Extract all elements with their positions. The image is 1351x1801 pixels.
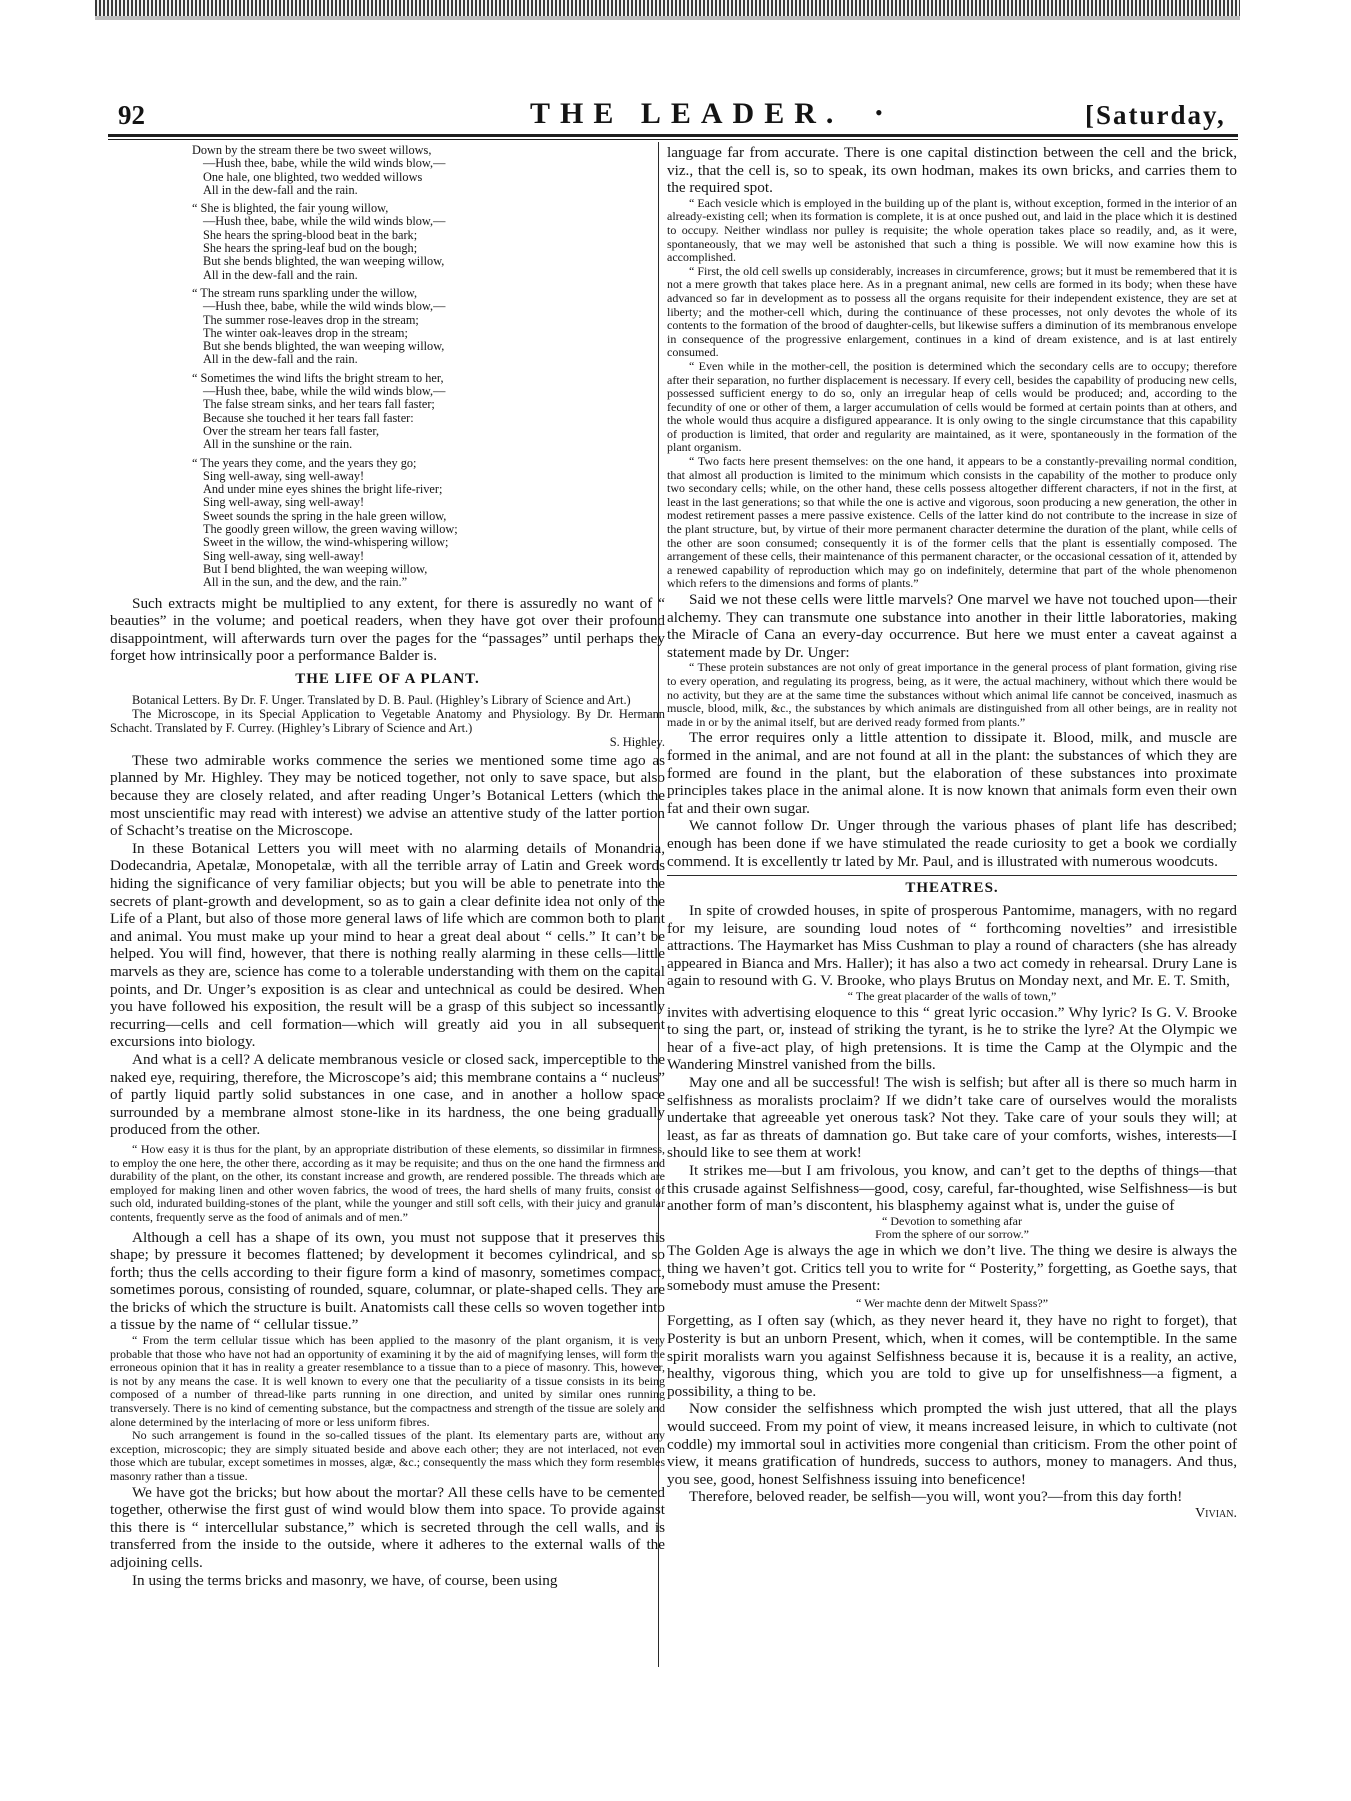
poem-line: One hale, one blighted, two wedded willows [203,169,423,184]
paragraph: May one and all be successful! The wish is selfish; but after all is there so much harm in selfishness as moralists proclaim? If we didn’t take care of ourselves would the moralists undertake that agreeable yet onerous task? Not they. Take care of your souls they will; at least, as far as threats of damnation go. But take care of your comforts, wishes, interests—I should like to see them at work! [667,1074,1237,1162]
header-rule [108,134,1238,137]
quotation: “ Two facts here present themselves: on the one hand, it appears to be a constantly-prevailing normal condition, that almost all production is limited to the minimum which consists in the capability of the mother to produce only two secondary cells; while, on the other hand, these cells possess altogether different characters, if not in the first, at least in the last generations; so that while the one is active and vigorous, soon producing a new generation, the other in modest retirement passes a mere passive existence. Cells of the latter kind do not contribute to the increase in size of the plant structure, but, by virtue of their more permanent character determine the duration of the plant, while cells of the other are soon consumed; consequently it is of the former cells that the plant is essentially composed. The arrangement of these cells, their maintenance of this permanent character, or the occasional cessation of it, attended by a renewed capability of reproduction which may go on indefinitely, determine that part of the whole phenomenon which refers to the dimensions and forms of plants.” [667,454,1237,591]
quotation: “ First, the old cell swells up considerably, increases in circumference, grows; but it must be remembered that it is not a mere growth that takes place here. As in a pregnant animal, new cells are formed in its body; when these have advanced so far in development as to possess all the organs requisite for their independent existence, they are set at liberty; and the mother-cell which, during the continuance of these processes, not only devotes the whole of its contents to the formation of the brood of daughter-cells, but likewise suffers a diminution of its membranous envelope in consequence of the progressive enlargement, continues in a kind of dream existence, and is at last entirely consumed. [667,263,1237,360]
quotation: “ Each vesicle which is employed in the building up of the plant is, without exception, formed in the interior of an already-existing cell; when its formation is complete, it is at once pushed out, and laid in the place which it is destined to occupy. Neither windlass nor pulley is requisite; the whole operation takes place so readily, and, as it were, spontaneously, that we may well be astonished that such a thing is possible. We will now examine how this is accomplished. [667,195,1237,265]
poem-line: All in the sunshine or the rain. [203,437,353,452]
header-rule-thin [108,139,1238,140]
poem-line: All in the dew-fall and the rain. [203,352,358,367]
poem-line: “ The stream runs sparkling under the willow, [192,285,418,300]
poem-line: All in the sun, and the dew, and the rain.” [203,575,408,590]
paragraph: Said we not these cells were little marvels? One marvel we have not touched upon—their alchemy. They can transmute one substance into another in their little laboratories, making the Miracle of Cana an every-day occurrence. But here we must enter a caveat against a statement made by Dr. Unger: [667,591,1237,661]
poem-line: But I bend blighted, the wan weeping willow, [203,561,428,576]
bibliography-entry: Botanical Letters. By Dr. F. Unger. Translated by D. B. Paul. (Highley’s Library of Science and Art.) [132,692,631,707]
poem-stanza [192,144,665,197]
poem-line: The goodly green willow, the green waving willow; [203,522,458,537]
poem-line: “ Sometimes the wind lifts the bright stream to her, [192,370,444,385]
poem-line: Sweet in the willow, the wind-whispering willow; [203,535,449,550]
poem-stanza [192,202,665,282]
poem-line: All in the dew-fall and the rain. [203,267,358,282]
paragraph: Although a cell has a shape of its own, you must not suppose that it preserves this shape; by pressure it becomes flattened; by development it becomes cylindrical, and so forth; thus the cells according to their figure form a kind of masonry, sometimes compact, sometimes porous, consisting of rounded, square, columnar, or plate-shaped cells. They are the bricks of which the structure is built. Anatomists call these cells so woven together into a tissue by the name of “ cellular tissue.” [110,1228,665,1334]
paragraph: These two admirable works commence the series we mentioned some time ago as planned by Mr. Highley. They may be noticed together, not only to save space, but also because they are closely related, and after reading Unger’s Botanical Letters (which the most unscientific may read with interest) we advise an attentive study of the latter portion of Schacht’s treatise on the Microscope. [110,751,665,840]
paragraph: language far from accurate. There is one capital distinction between the cell and the brick, viz., that the cell is, so to speak, its own hodman, makes its own bricks, and carries them to the required spot. [667,144,1237,197]
paragraph: We have got the bricks; but how about the mortar? All these cells have to be cemented together, otherwise the first gust of wind would blow them into space. To provide against this there is “ intercellular substance,” which is secreted through the cell walls, and is transferred from the inside to the outside, where it adheres to the external walls of the adjoining cells. [110,1483,665,1571]
poem-stanza [192,287,665,367]
quoted-line: From the sphere of our sorrow.” [875,1227,1029,1242]
poem-line: She hears the spring-blood beat in the bark; [203,227,418,242]
section-rule [667,875,1237,876]
page-number: 92 [118,100,145,130]
paragraph: It strikes me—but I am frivolous, you know, and can’t get to the depths of things—that this crusade against Selfishness—good, cosy, careful, far-thoughted, wise Selfishness—is but another form of man’s discontent, his blasphemy against what is, under the guise of [667,1162,1237,1215]
poem-line: —Hush thee, babe, while the wild winds blow,— [203,156,446,171]
poem-line: She hears the spring-leaf bud on the bough; [203,241,418,256]
paragraph: In spite of crowded houses, in spite of prosperous Pantomime, managers, with no regard for my leisure, are sounding loud notes of “ forthcoming novelties” and irresistible attractions. The Haymarket has Miss Cushman to play a round of characters (she has already appeared in Bianca and Mrs. Haller); it has also a two act comedy in rehearsal. Drury Lane is again to resound with G. V. Brooke, who plays Brutus on Monday next, and Mr. E. T. Smith, [667,902,1237,990]
poem-line: But she bends blighted, the wan weeping willow, [203,339,445,354]
quoted-line: “ Devotion to something afar [882,1213,1022,1228]
poem-line: —Hush thee, babe, while the wild winds blow,— [203,214,446,229]
masthead-day: [Saturday, [1085,100,1226,130]
poem-line: Down by the stream there be two sweet willows, [192,143,432,157]
article-heading: THE LIFE OF A PLANT. [295,670,480,687]
quotation: No such arrangement is found in the so-called tissues of the plant. Its elementary parts are, without any exception, microscopic; they are simply situated beside and above each other; they are not interlaced, not even those which are tubular, except sometimes in mosses, algæ, &c.; consequently the mass which they form resembles masonry rather than a tissue. [110,1428,665,1483]
poem-line: —Hush thee, babe, while the wild winds blow,— [203,384,446,399]
quotation: “ These protein substances are not only of great importance in the general process of plant formation, giving rise to every operation, and regulating its progress, being, as it were, the actual machinery, without which there would be no activity, but they are at the same time the substances without which animal life cannot be conceived, inasmuch as muscle, blood, milk, &c., the substances by which animals are distinguished from all other beings, are in reality not made in or by the animal itself, but are derived ready formed from plants.” [667,660,1237,729]
quoted-line: “ The great placarder of the walls of town,” [847,989,1057,1004]
paragraph: Forgetting, as I often say (which, as they never heard it, they have no right to forget), that Posterity is but an unborn Present, which, when it comes, will be contemptible. In the same spirit moralists warn you against Selfishness because it is, because it is a reality, an active, healthy, vigorous thing, which you are told to give up for unselfishness—a figment, a possibility, a thing to be. [667,1312,1237,1400]
poem-line: Sweet sounds the spring in the hale green willow, [203,508,447,523]
poem-line: But she bends blighted, the wan weeping willow, [203,254,445,269]
poem-line: And under mine eyes shines the bright life-river; [203,482,443,497]
paragraph: In these Botanical Letters you will meet with no alarming details of Monandria, Dodecandria, Apetalæ, Monopetalæ, with all the terrible array of Latin and Greek words hiding the significance of very familiar objects; but you will be able to penetrate into the secrets of plant-growth and development, so as to gain a clear definite idea not only of the Life of a Plant, but also of those more general laws of life which are common both to plant and animal. You must make up your mind to hear a great deal about “ cells.” It can’t be helped. You will find, however, that there is nothing really alarming in these cells—little marvels as they are, science has come to a tolerable understanding with them on the capital points, and Dr. Unger’s exposition is as clear and untechnical as could be desired. When you have followed his exposition, the result will be a grasp of this subject so incessantly recurring—cells and cell formation—which will greatly aid you in all subsequent excursions into biology. [110,839,665,1051]
poem-stanza [192,372,665,452]
paragraph: In using the terms bricks and masonry, we have, of course, been using [132,1571,558,1589]
quotation: “ From the term cellular tissue which has been applied to the masonry of the plant organism, it is very probable that those who have not had an opportunity of examining it by the aid of magnifying lenses, will form the erroneous opinion that it has in reality a greater resemblance to a tissue than to a piece of masonry. This, however, is not by any means the case. It is well known to every one that the peculiarity of a tissue consists in its being composed of a number of thread-like parts running in one direction, and united by similar ones running transversely. There is no kind of cementing substance, but the compactness and strength of the tissue are solely and alone determined by the interlacing of more or less uniform fibres. [110,1333,665,1429]
paragraph: And what is a cell? A delicate membranous vesicle or closed sack, imperceptible to the naked eye, requiring, therefore, the Microscope’s aid; this membrane contains a “ nucleus” of partly liquid partly solid substances in one case, and in another a hollow space surrounded by a membrane almost stone-like in its hardness, the one being gradually produced from the other. [110,1050,665,1139]
poem-line: The false stream sinks, and her tears fall faster; [203,397,435,412]
right-column [667,144,1237,1522]
poem-line: Sing well-away, sing well-away! [203,548,365,563]
section-heading: THEATRES. [905,880,999,897]
poem-line: Over the stream her tears fall faster, [203,423,380,438]
masthead-title: THE LEADER. [530,97,844,130]
poem-line: The winter oak-leaves drop in the stream; [203,325,408,340]
poem-line: Because she touched it her tears fall faster: [203,410,414,425]
paragraph: Therefore, beloved reader, be selfish—you will, wont you?—from this day forth! [689,1488,1183,1506]
paragraph: The error requires only a little attention to dissipate it. Blood, milk, and muscle are formed in the animal, and are not found at all in the plant: the substances of which they are formed are found in the plant, but the elaboration of these substances into proximate principles takes place in the animal alone. It is now known that animals form even their own fat and their own sugar. [667,729,1237,817]
top-border-shadow [95,16,1240,20]
paragraph: The Golden Age is always the age in which we don’t live. The thing we desire is always the thing we haven’t got. Critics tell you to write for “ Posterity,” forgetting, as Goethe says, that somebody must amuse the Present: [667,1241,1237,1295]
author-signature: Vivian. [1195,1505,1237,1521]
poem-line: “ The years they come, and the years they go; [192,455,417,470]
poem-line: Sing well-away, sing well-away! [203,495,365,510]
poem-line: Sing well-away, sing well-away! [203,468,365,483]
quoted-line: “ Wer machte denn der Mitwelt Spass?” [855,1295,1049,1310]
poem-line: “ She is blighted, the fair young willow, [192,201,389,216]
quotation: “ How easy it is thus for the plant, by an appropriate distribution of these elements, so dissimilar in firmness, to employ the one here, the other there, according as it may be requisite; and thus on the one hand the firmness and durability of the plant, on the other, its constant increase and growth, are rendered possible. The threads which are employed for making linen and other woven fabrics, the wood of trees, the hard shells of many fruits, consist of such old, indurated building-stones of the plant, while the younger and still soft cells, with their juicy and granular contents, frequently serve as the food of animals and of men.” [110,1141,665,1224]
bibliography-entry: The Microscope, in its Special Application to Vegetable Anatomy and Physiology. By Dr. Hermann Schacht. Translated by F. Currey. (Highley’s Library of Science and Art.) [110,706,665,735]
poem [192,144,665,590]
paragraph: Now consider the selfishness which prompted the wish just uttered, that all the plays would succeed. From my point of view, it means increased leisure, in which to cultivate (not coddle) my immortal soul in activities more congenial than criticism. From the other point of view, it means gratification of hundreds, success to authors, money to managers. And thus, you see, good, honest Selfishness issuing into beneficence! [667,1400,1237,1488]
top-border [95,0,1240,16]
paragraph: invites with advertising eloquence to this “ great lyric occasion.” Why lyric? Is G. V. Brooke to sing the part, or, instead of striking the tyrant, is he to strike the lyre? At the Olympic we hear of a five-act play, of high pretensions. It is time the Camp at the Olympic and the Wandering Minstrel vanished from the bills. [667,1003,1237,1074]
paragraph: Such extracts might be multiplied to any extent, for there is assuredly no want of “ beauties” in the volume; and poetical readers, when they have got over their profound disappointment, will afterwards turn over the pages for the “passages” until perhaps they forget how intrinsically poor a performance Balder is. [110,594,665,665]
publisher: S. Highley. [609,734,665,749]
poem-line: All in the dew-fall and the rain. [203,182,358,197]
poem-stanza [192,457,665,590]
poem-line: The summer rose-leaves drop in the stream; [203,312,419,327]
masthead-mark: • [875,100,883,125]
quotation: “ Even while in the mother-cell, the position is determined which the secondary cells are to occupy; therefore after their separation, no further displacement is necessary. If every cell, besides the capability of producing new cells, possessed sufficient energy to do so, only an irregular heap of cells would be produced; and, according to the fecundity of one or other of them, a larger accumulation of cells would be formed at certain points than at others, and the whole would thus acquire a disfigured appearance. It is only owing to the single circumstance that this capability of production is limited, that order and regularity are maintained, as it were, spontaneously in the formation of the plant organism. [667,358,1237,455]
left-column [110,144,665,1589]
poem-line: —Hush thee, babe, while the wild winds blow,— [203,299,446,314]
paragraph: We cannot follow Dr. Unger through the various phases of plant life has described; enough has been done if we have stimulated the reade curiosity to get a book we cordially commend. It is excellently tr lated by Mr. Paul, and is illustrated with numerous woodcuts. [667,817,1237,870]
